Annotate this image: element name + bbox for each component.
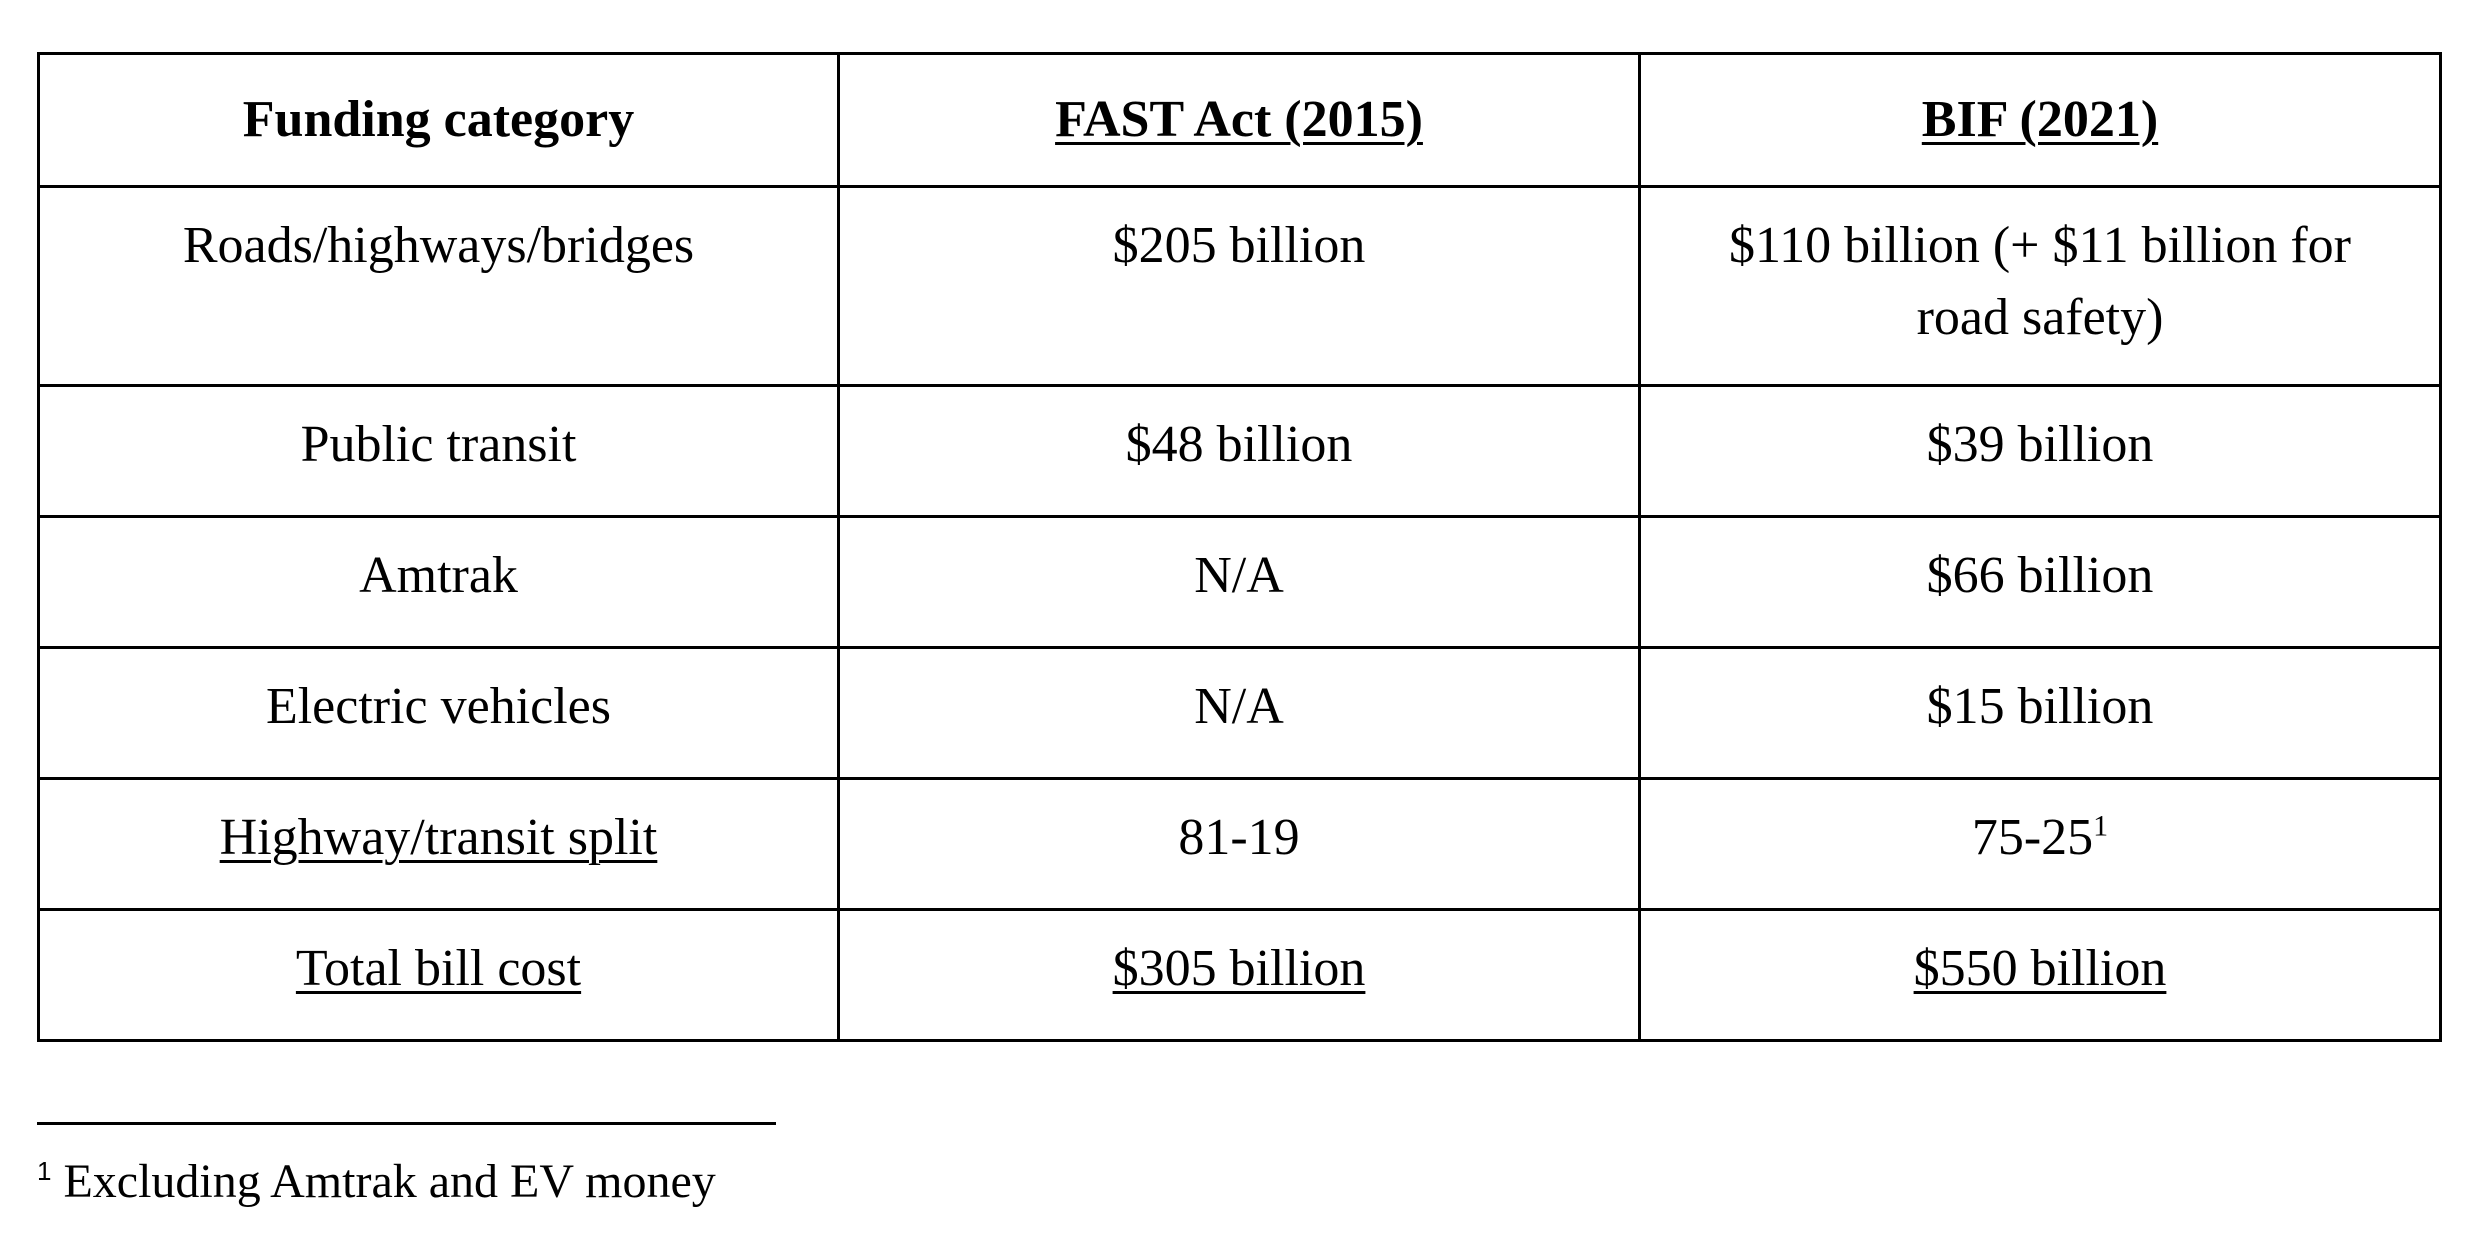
footnote-separator [37, 1122, 776, 1125]
cell-fast [839, 517, 1640, 648]
footnote [37, 1150, 716, 1214]
header-fast-act [839, 54, 1640, 187]
cell-fast [839, 386, 1640, 517]
cell-bif [1640, 779, 2441, 910]
cell-text: $39 billion [1926, 416, 2154, 473]
header-label: BIF (2021) [1921, 91, 2159, 148]
header-funding-category [39, 54, 839, 187]
cell-text: Highway/transit split [219, 809, 658, 866]
footnote-reference[interactable]: 1 [2093, 809, 2109, 843]
cell-text: $110 billion (+ $11 billion for road safety) [1729, 217, 2351, 346]
cell-text: Public transit [300, 416, 577, 473]
table-row-roads [39, 187, 2441, 386]
cell-text: N/A [1194, 547, 1284, 604]
table-row-amtrak [39, 517, 2441, 648]
cell-category [39, 910, 839, 1041]
cell-text: 75-25 [1971, 809, 2094, 866]
cell-category [39, 187, 839, 386]
cell-bif [1640, 910, 2441, 1041]
cell-category [39, 386, 839, 517]
table-row-highway-transit-split [39, 779, 2441, 910]
cell-bif [1640, 517, 2441, 648]
header-label: Funding category [242, 91, 635, 148]
cell-category [39, 648, 839, 779]
cell-bif [1640, 648, 2441, 779]
cell-text: Roads/highways/bridges [182, 217, 695, 274]
cell-text: $205 billion [1112, 217, 1366, 274]
footnote-text: Excluding Amtrak and EV money [63, 1155, 716, 1208]
cell-text: $48 billion [1125, 416, 1353, 473]
cell-fast [839, 910, 1640, 1041]
cell-fast [839, 779, 1640, 910]
cell-category [39, 779, 839, 910]
cell-text: Electric vehicles [265, 678, 612, 735]
cell-fast [839, 187, 1640, 386]
header-row [39, 54, 2441, 187]
table-row-public-transit [39, 386, 2441, 517]
header-bif [1640, 54, 2441, 187]
cell-text: Total bill cost [295, 940, 582, 997]
cell-text: $15 billion [1926, 678, 2154, 735]
cell-bif [1640, 386, 2441, 517]
funding-comparison-table [37, 52, 2442, 1042]
cell-text: Amtrak [359, 547, 518, 604]
footnote-mark: 1 [37, 1156, 52, 1186]
cell-category [39, 517, 839, 648]
cell-fast [839, 648, 1640, 779]
cell-text: N/A [1194, 678, 1284, 735]
cell-bif [1640, 187, 2441, 386]
cell-text: $550 billion [1913, 940, 2167, 997]
header-label: FAST Act (2015) [1055, 91, 1423, 148]
cell-text: $305 billion [1112, 940, 1366, 997]
cell-text: $66 billion [1926, 547, 2154, 604]
table-row-total-bill-cost [39, 910, 2441, 1041]
table-row-electric-vehicles [39, 648, 2441, 779]
cell-text: 81-19 [1178, 809, 1300, 866]
